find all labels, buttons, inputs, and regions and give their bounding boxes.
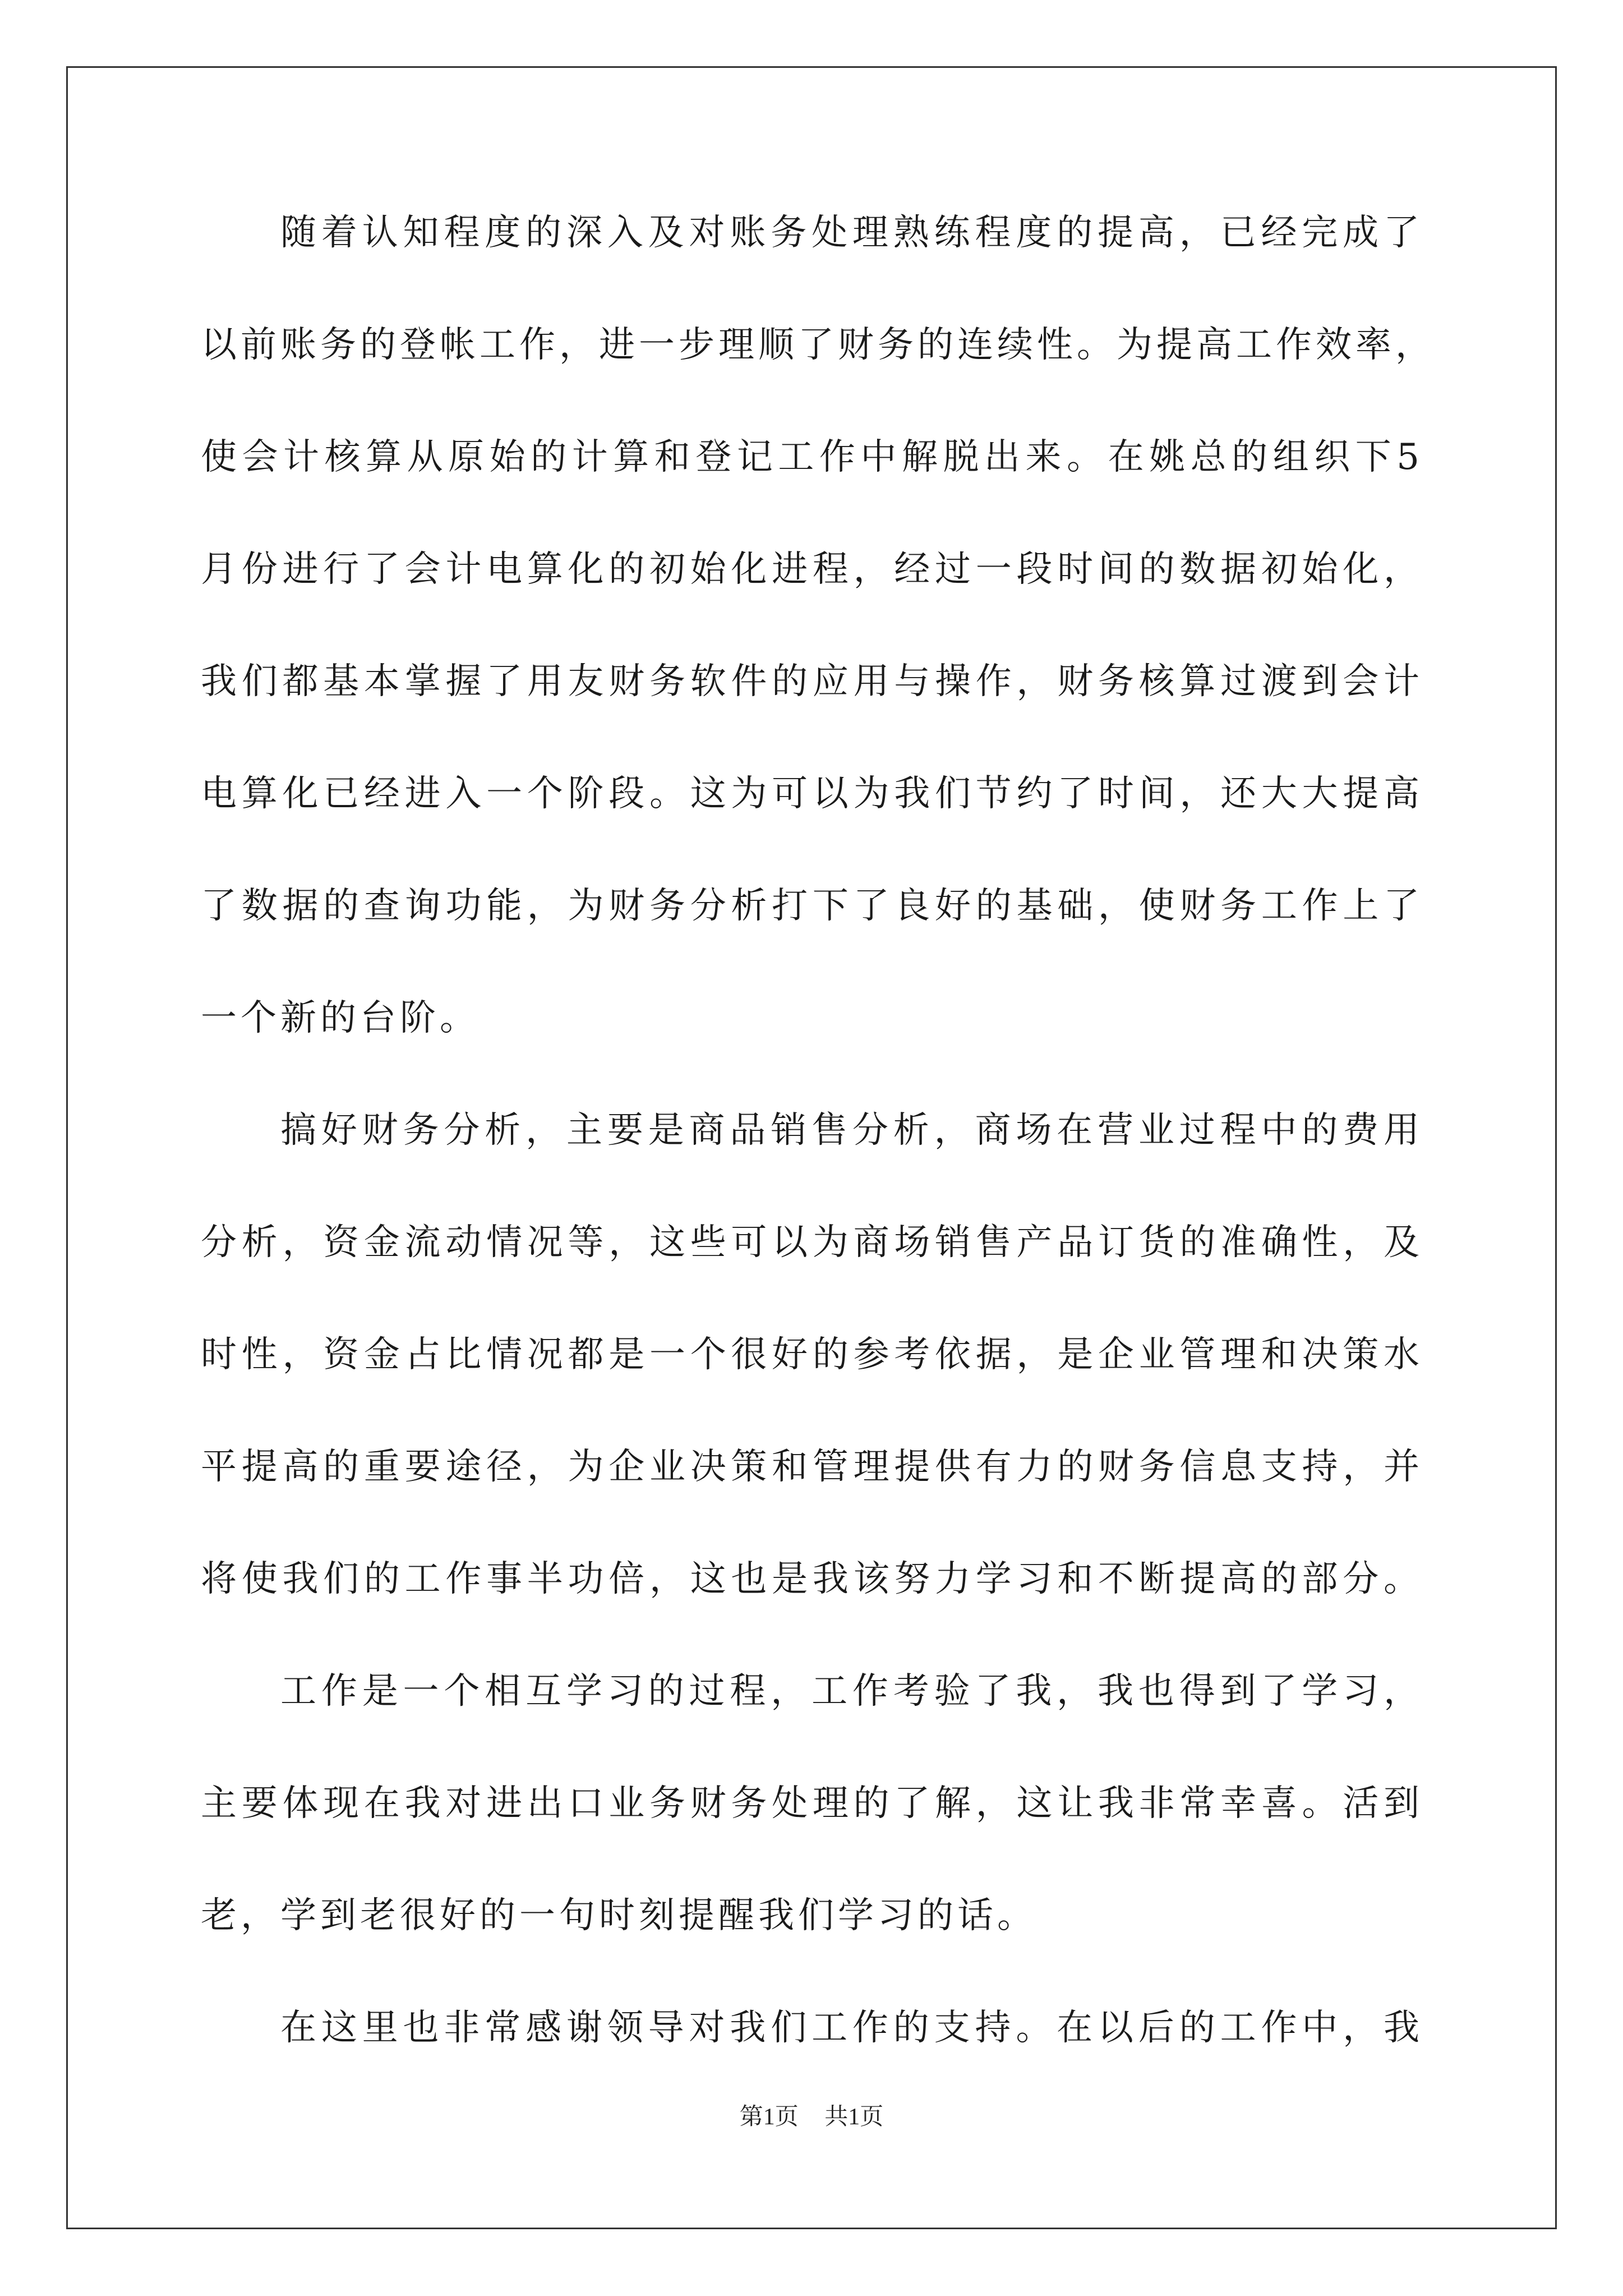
- paragraph-2-line-3: 时性，资金占比情况都是一个很好的参考依据，是企业管理和决策水: [201, 1334, 1423, 1375]
- paragraph-1-line-8: 一个新的台阶。: [201, 997, 479, 1039]
- paragraph-1-line-7: 了数据的查询功能，为财务分析打下了良好的基础，使财务工作上了: [201, 885, 1423, 927]
- page-number-total: 共1页: [824, 2104, 884, 2130]
- paragraph-2-line-5: 将使我们的工作事半功倍，这也是我该努力学习和不断提高的部分。: [201, 1558, 1423, 1600]
- paragraph-2-line-1: 搞好财务分析，主要是商品销售分析，商场在营业过程中的费用: [280, 1110, 1423, 1151]
- paragraph-2-line-4: 平提高的重要途径，为企业决策和管理提供有力的财务信息支持，并: [201, 1446, 1423, 1488]
- paragraph-1-line-4: 月份进行了会计电算化的初始化进程，经过一段时间的数据初始化，: [201, 549, 1423, 590]
- paragraph-3-line-3: 老，学到老很好的一句时刻提醒我们学习的话。: [201, 1895, 1037, 1936]
- paragraph-3-line-1: 工作是一个相互学习的过程，工作考验了我，我也得到了学习，: [280, 1671, 1423, 1712]
- paragraph-2-line-2: 分析，资金流动情况等，这些可以为商场销售产品订货的准确性，及: [201, 1222, 1423, 1263]
- document-body: [201, 209, 1435, 2116]
- page-footer: [0, 2098, 1623, 2132]
- paragraph-1-line-5: 我们都基本掌握了用友财务软件的应用与操作，财务核算过渡到会计: [201, 661, 1423, 702]
- paragraph-1-line-6: 电算化已经进入一个阶段。这为可以为我们节约了时间，还大大提高: [201, 773, 1423, 815]
- paragraph-1-line-1: 随着认知程度的深入及对账务处理熟练程度的提高，已经完成了: [280, 212, 1423, 254]
- paragraph-4-line-1: 在这里也非常感谢领导对我们工作的支持。在以后的工作中，我: [280, 2007, 1423, 2049]
- paragraph-3-line-2: 主要体现在我对进出口业务财务处理的了解，这让我非常幸喜。活到: [201, 1783, 1423, 1824]
- paragraph-1-line-3: 使会计核算从原始的计算和登记工作中解脱出来。在姚总的组织下5: [201, 436, 1423, 478]
- page-number-current: 第1页: [739, 2104, 799, 2130]
- paragraph-1-line-2: 以前账务的登帐工作，进一步理顺了财务的连续性。为提高工作效率，: [201, 324, 1435, 366]
